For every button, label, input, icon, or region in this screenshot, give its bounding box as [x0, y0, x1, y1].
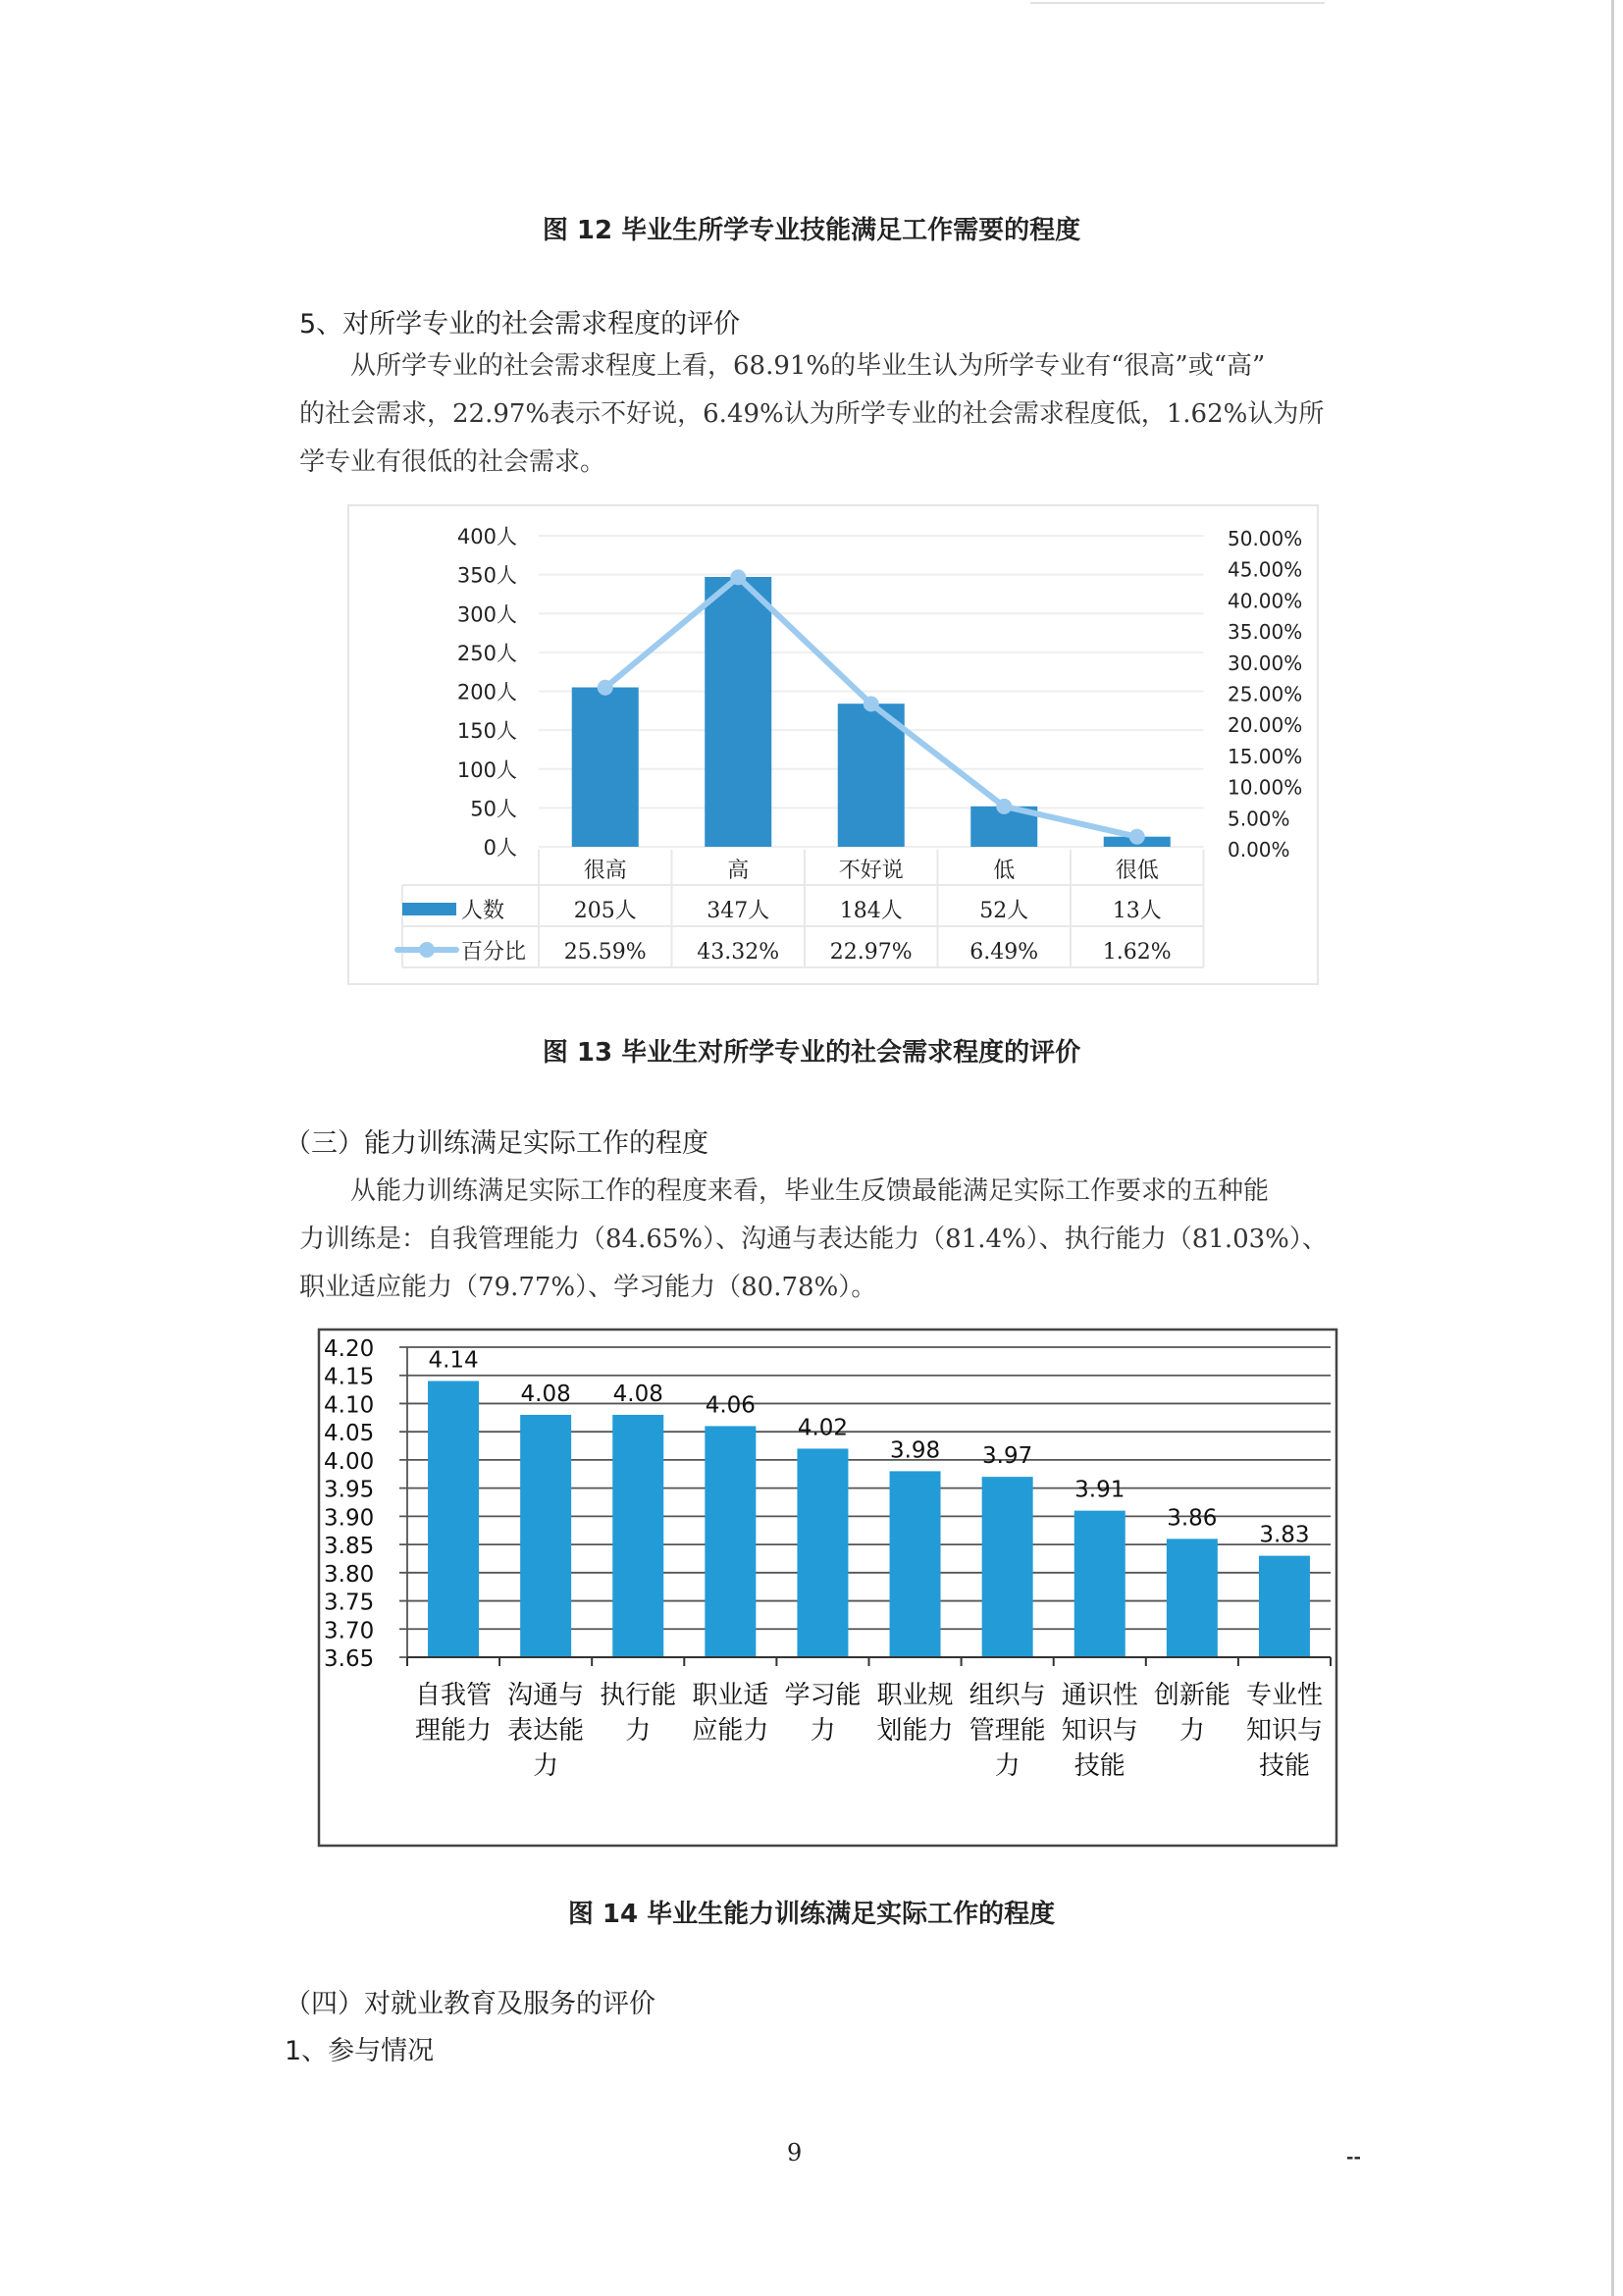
- chart2-x-category-label: 应能力: [692, 1716, 769, 1746]
- chart2-bar: [705, 1426, 756, 1657]
- chart1-line-marker: [864, 696, 879, 711]
- chart2-x-category-label: 自我管: [415, 1681, 493, 1710]
- chart2-y-tick-label: 3.70: [324, 1618, 375, 1644]
- chart2-x-category-label: 力: [625, 1716, 652, 1746]
- chart2-y-tick-label: 4.20: [324, 1336, 375, 1362]
- chart1-table-percent-cell: 6.49%: [969, 940, 1039, 965]
- chart2-bar: [1259, 1556, 1310, 1657]
- chart1-line-marker: [1129, 829, 1145, 845]
- chart1-y2-tick-label: 35.00%: [1228, 620, 1303, 645]
- corner-mark: --: [1346, 2147, 1361, 2167]
- chart1-y2-tick-label: 0.00%: [1228, 838, 1290, 861]
- para-line: 职业适应能力（79.77%）、学习能力（80.78%）。: [299, 1273, 877, 1302]
- section4-heading: （四）对就业教育及服务的评价: [285, 1989, 655, 2019]
- chart1-table-count-cell: 52人: [979, 899, 1029, 923]
- chart-social-demand: [0, 0, 1623, 1001]
- chart2-bar: [1074, 1511, 1126, 1657]
- chart1-y2-tick-label: 25.00%: [1228, 682, 1303, 706]
- chart2-y-tick-label: 3.65: [324, 1646, 375, 1672]
- chart1-y2-tick-label: 50.00%: [1228, 527, 1303, 550]
- chart2-value-label: 3.91: [1074, 1477, 1126, 1503]
- chart2-x-category-label: 理能力: [415, 1716, 493, 1746]
- chart1-y-tick-label: 400人: [456, 525, 517, 548]
- legend-bar-swatch-icon: [402, 903, 456, 915]
- chart1-y-tick-label: 300人: [456, 602, 517, 627]
- chart2-x-category-label: 划能力: [876, 1716, 954, 1746]
- chart2-x-category-label: 职业适: [692, 1681, 769, 1710]
- page-number: 9: [787, 2139, 803, 2166]
- chart2-x-category-label: 沟通与: [507, 1681, 585, 1710]
- chart2-value-label: 4.02: [797, 1415, 849, 1441]
- chart2-value-label: 4.14: [428, 1347, 479, 1374]
- figure14-caption: 图 14 毕业生能力训练满足实际工作的程度: [567, 1900, 1056, 1929]
- chart1-y2-tick-label: 45.00%: [1228, 557, 1303, 582]
- chart2-x-category-label: 通识性: [1061, 1681, 1138, 1710]
- subsection1-heading: 1、参与情况: [285, 2036, 435, 2066]
- chart2-x-category-label: 技能: [1073, 1751, 1126, 1781]
- chart2-x-category-label: 执行能: [600, 1681, 677, 1710]
- chart2-value-label: 4.06: [705, 1392, 756, 1419]
- chart1-y-tick-label: 200人: [456, 680, 517, 704]
- chart2-x-category-label: 职业规: [876, 1681, 954, 1710]
- section3-heading: （三）能力训练满足实际工作的程度: [285, 1128, 708, 1159]
- chart2-y-tick-label: 4.05: [324, 1421, 375, 1447]
- chart2-y-tick-label: 3.95: [324, 1477, 375, 1503]
- chart2-bar: [890, 1471, 941, 1657]
- chart1-table-count-cell: 184人: [839, 899, 903, 923]
- chart2-x-category-label: 力: [810, 1716, 836, 1746]
- chart1-bar: [705, 577, 771, 847]
- figure13-caption: 图 13 毕业生对所学专业的社会需求程度的评价: [542, 1038, 1081, 1068]
- chart1-x-category-label: 很高: [583, 859, 627, 883]
- chart1-line-marker: [996, 799, 1012, 814]
- legend-label-percent: 百分比: [461, 940, 527, 965]
- section3-paragraph: [299, 1168, 1379, 1312]
- chart2-value-label: 4.08: [612, 1381, 663, 1407]
- legend-line-marker-icon: [419, 942, 435, 958]
- chart2-y-tick-label: 3.90: [324, 1505, 375, 1532]
- chart1-y2-tick-label: 5.00%: [1228, 807, 1290, 831]
- chart2-x-category-label: 力: [533, 1751, 559, 1781]
- chart1-line-marker: [730, 569, 746, 585]
- chart2-bar: [520, 1415, 571, 1657]
- chart2-x-category-label: 力: [1178, 1716, 1205, 1746]
- chart2-x-category-label: 力: [994, 1751, 1021, 1781]
- chart-ability-training: [0, 1315, 1623, 1864]
- chart2-x-category-label: 管理能: [969, 1716, 1046, 1746]
- chart1-table-count-cell: 347人: [707, 899, 770, 923]
- para-line: 力训练是：自我管理能力（84.65%）、沟通与表达能力（81.4%）、执行能力（81.03%）、: [299, 1225, 1328, 1254]
- chart1-y2-tick-label: 10.00%: [1228, 775, 1303, 800]
- chart1-x-category-label: 低: [993, 859, 1016, 883]
- chart2-value-label: 3.97: [982, 1443, 1033, 1470]
- chart2-x-category-label: 创新能: [1153, 1681, 1230, 1710]
- chart1-x-category-label: 很低: [1115, 859, 1159, 883]
- chart1-y-tick-label: 150人: [456, 719, 517, 744]
- chart2-x-category-label: 技能: [1258, 1751, 1310, 1781]
- chart2-value-label: 3.98: [889, 1437, 941, 1464]
- chart1-y2-tick-label: 30.00%: [1228, 651, 1303, 675]
- chart1-table-percent-cell: 1.62%: [1102, 940, 1172, 965]
- chart1-y-tick-label: 250人: [456, 641, 517, 665]
- section5-heading: 5、对所学专业的社会需求程度的评价: [299, 309, 741, 339]
- chart2-y-tick-label: 3.75: [324, 1590, 375, 1616]
- chart2-x-category-label: 组织与: [969, 1681, 1046, 1710]
- chart2-value-label: 3.83: [1259, 1522, 1310, 1548]
- chart2-x-category-label: 知识与: [1061, 1716, 1138, 1746]
- chart2-x-category-label: 表达能: [507, 1716, 585, 1746]
- chart1-y-tick-label: 50人: [470, 797, 517, 821]
- chart1-y-tick-label: 100人: [456, 757, 517, 782]
- chart2-bar: [1167, 1539, 1218, 1657]
- chart1-table-percent-cell: 22.97%: [829, 940, 913, 965]
- legend-label-count: 人数: [461, 899, 505, 923]
- chart2-y-tick-label: 3.80: [324, 1561, 375, 1588]
- chart1-x-category-label: 高: [727, 859, 750, 883]
- chart1-y2-tick-label: 20.00%: [1228, 713, 1303, 738]
- chart1-y2-tick-label: 40.00%: [1228, 589, 1303, 613]
- para-line: 从能力训练满足实际工作的程度来看，毕业生反馈最能满足实际工作要求的五种能: [350, 1176, 1270, 1206]
- chart1-table-count-cell: 205人: [573, 899, 637, 923]
- para-line: 从所学专业的社会需求程度上看，68.91%的毕业生认为所学专业有“很高”或“高”: [350, 351, 1266, 381]
- chart1-line-marker: [598, 680, 613, 696]
- chart2-bar: [797, 1448, 848, 1657]
- chart1-table-count-cell: 13人: [1112, 899, 1162, 923]
- para-line: 的社会需求，22.97%表示不好说，6.49%认为所学专业的社会需求程度低，1.62%认为所: [299, 399, 1325, 429]
- chart2-bar: [982, 1477, 1033, 1657]
- chart1-y-tick-label: 0人: [483, 836, 517, 860]
- chart2-y-tick-label: 4.00: [324, 1448, 375, 1475]
- chart1-y2-tick-label: 15.00%: [1228, 744, 1303, 768]
- chart1-x-category-label: 不好说: [838, 859, 904, 883]
- chart2-y-tick-label: 4.10: [324, 1392, 375, 1419]
- chart2-value-label: 3.86: [1167, 1505, 1218, 1532]
- chart2-bar: [612, 1415, 663, 1657]
- chart2-bar: [428, 1381, 479, 1657]
- para-line: 学专业有很低的社会需求。: [299, 447, 606, 477]
- chart2-x-category-label: 学习能: [784, 1681, 862, 1710]
- chart1-y-tick-label: 350人: [456, 563, 517, 588]
- chart1-table-percent-cell: 25.59%: [563, 940, 647, 965]
- chart2-value-label: 4.08: [520, 1381, 571, 1407]
- chart1-bar: [572, 688, 639, 847]
- chart1-table-percent-cell: 43.32%: [697, 940, 780, 965]
- chart2-x-category-label: 专业性: [1245, 1681, 1323, 1710]
- chart2-y-tick-label: 4.15: [324, 1364, 375, 1390]
- figure12-caption: 图 12 毕业生所学专业技能满足工作需要的程度: [542, 216, 1081, 245]
- chart2-y-tick-label: 3.85: [324, 1534, 375, 1560]
- chart2-x-category-label: 知识与: [1245, 1716, 1323, 1746]
